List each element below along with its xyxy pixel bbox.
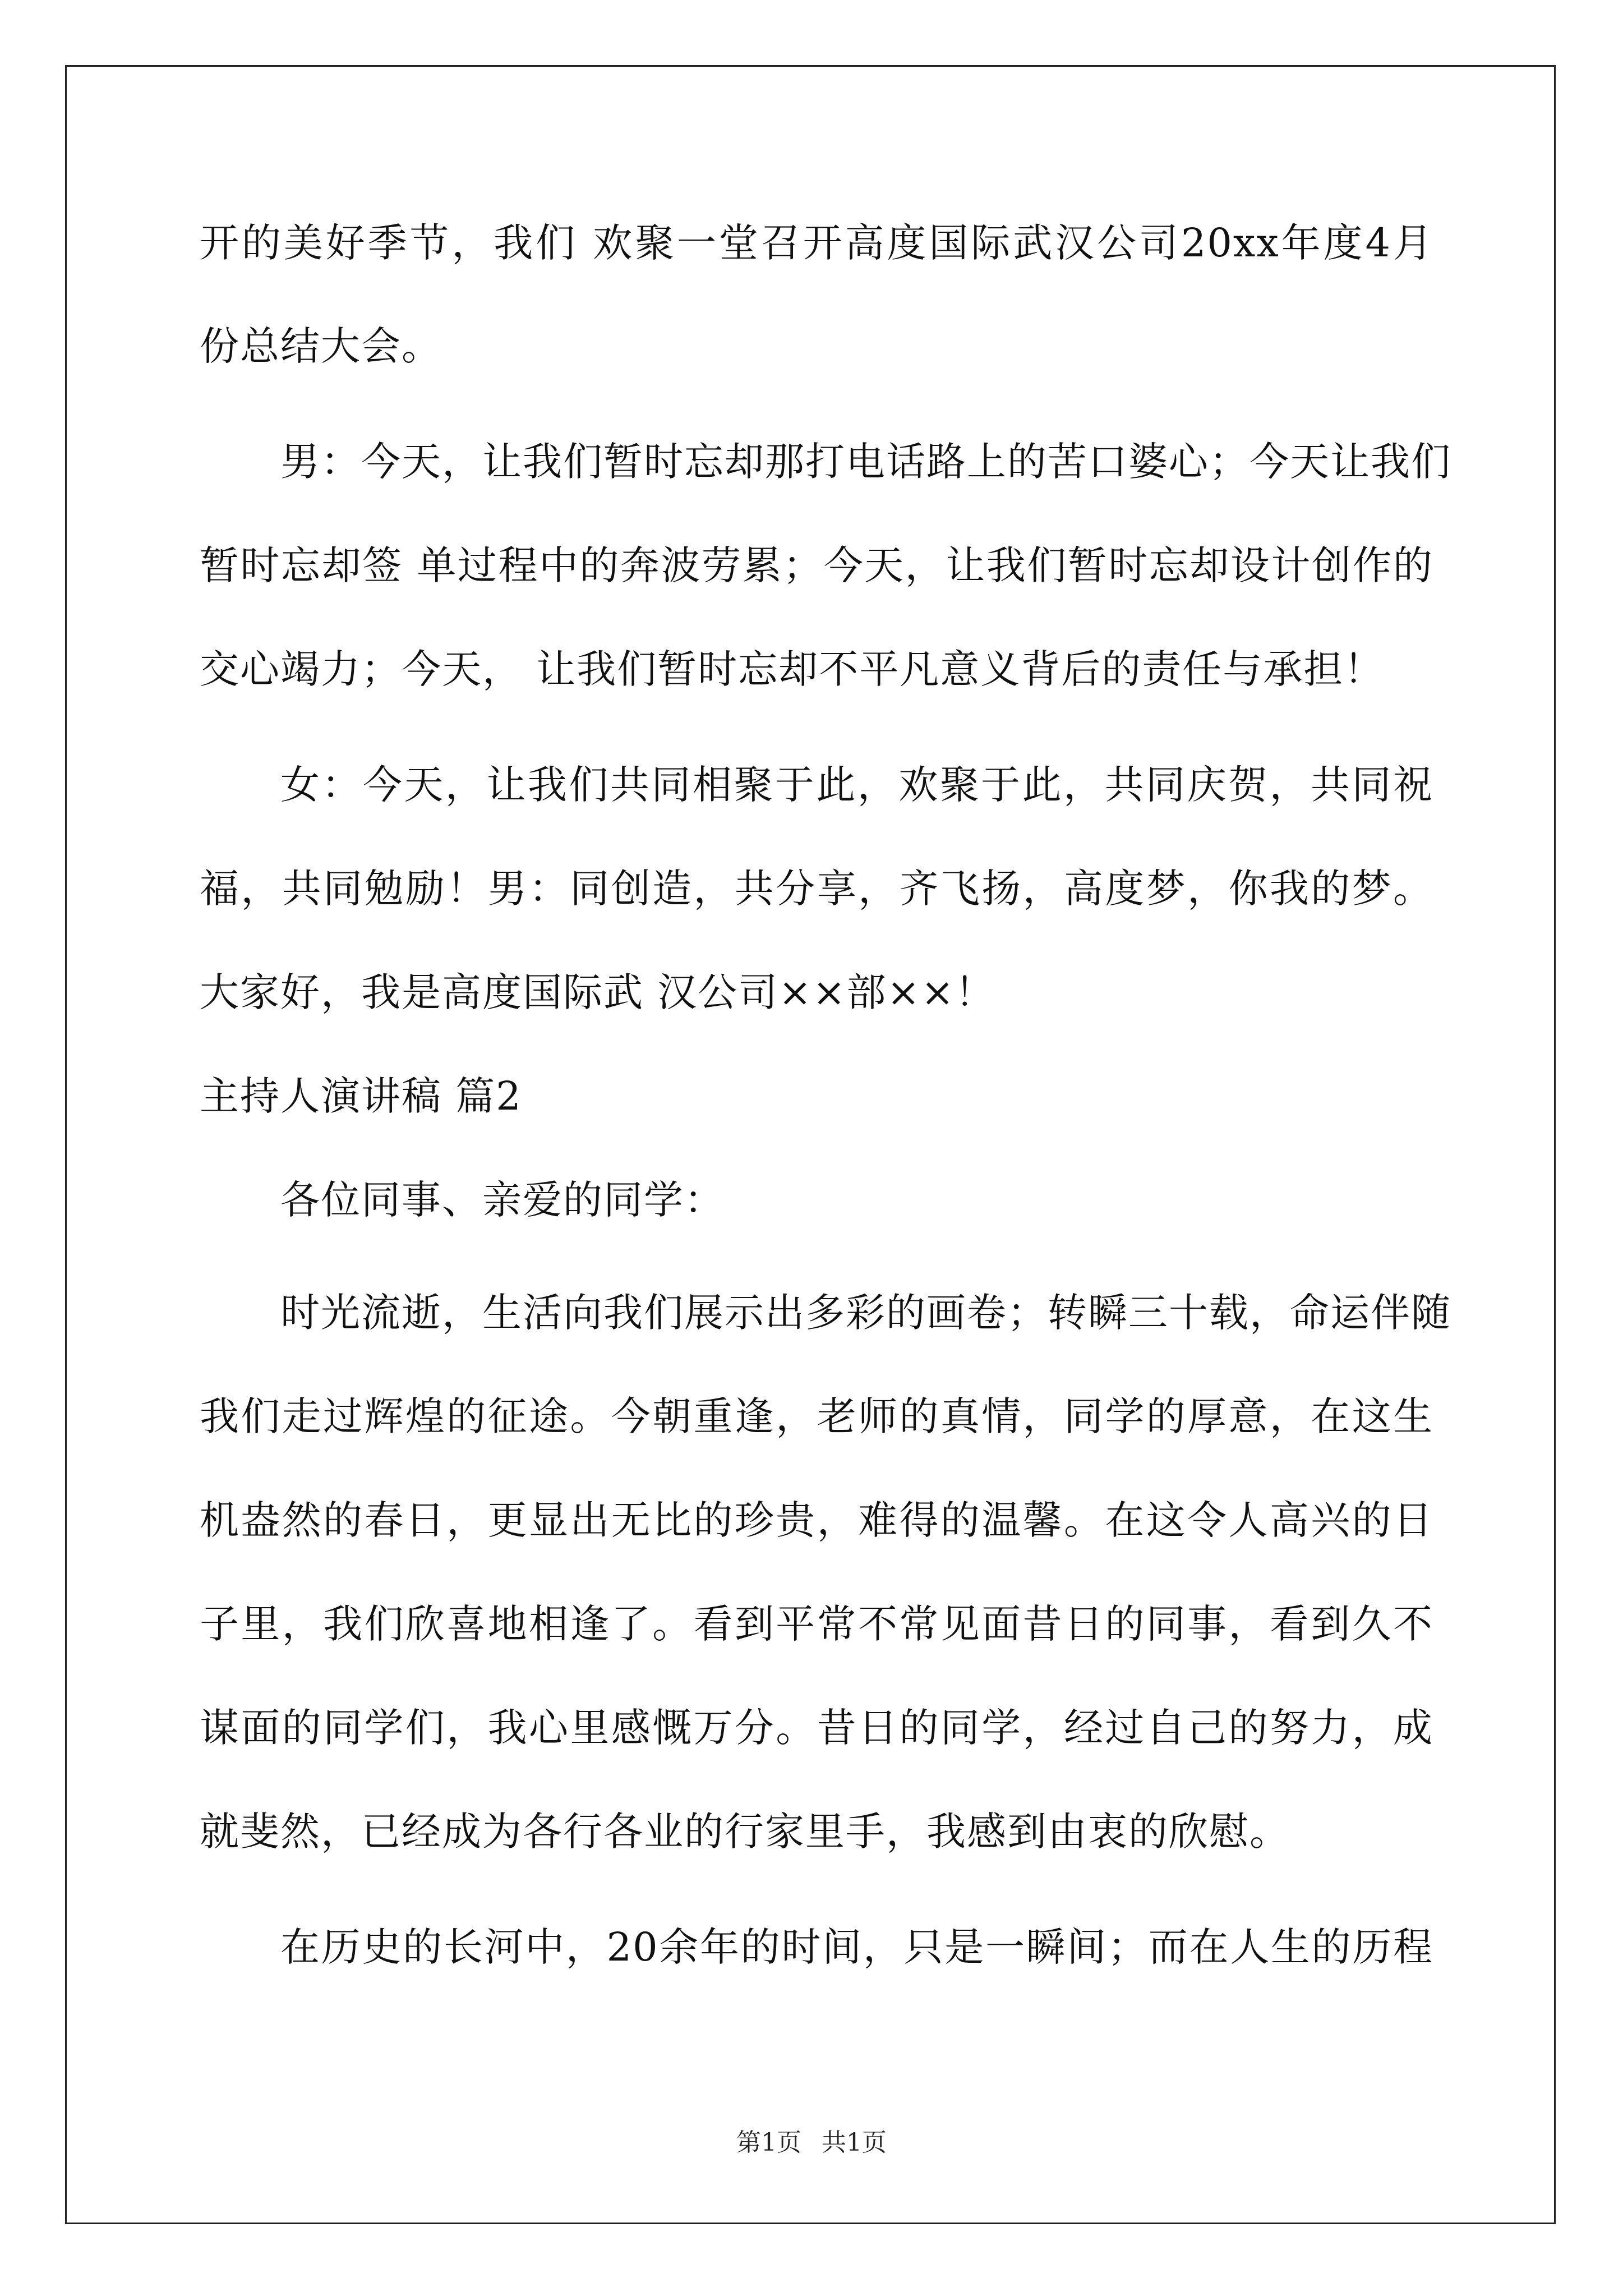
text-line: 谋面的同学们，我心里感慨万分。昔日的同学，经过自己的努力，成 (200, 1705, 1433, 1751)
text-line: 女：今天，让我们共同相聚于此，欢聚于此，共同庆贺，共同祝 (280, 762, 1433, 808)
page-total: 共1页 (822, 2128, 887, 2157)
text-line: 开的美好季节，我们 欢聚一堂召开高度国际武汉公司20xx年度4月 (200, 220, 1433, 266)
text-line: 暂时忘却签 单过程中的奔波劳累；今天，让我们暂时忘却设计创作的 (200, 542, 1433, 588)
text-line: 子里，我们欣喜地相逢了。看到平常不常见面昔日的同事，看到久不 (200, 1601, 1433, 1647)
text-line: 我们走过辉煌的征途。今朝重逢，老师的真情，同学的厚意，在这生 (200, 1393, 1433, 1439)
text-line: 机盎然的春日，更显出无比的珍贵，难得的温馨。在这令人高兴的日 (200, 1497, 1433, 1543)
text-line: 就斐然，已经成为各行各业的行家里手，我感到由衷的欣慰。 (200, 1809, 1290, 1855)
page-border (65, 65, 1556, 2224)
page-footer (0, 2126, 1623, 2160)
text-line: 在历史的长河中，20余年的时间，只是一瞬间；而在人生的历程 (280, 1924, 1433, 1970)
page-number: 第1页 (736, 2128, 801, 2157)
text-line: 交心竭力；今天， 让我们暂时忘却不平凡意义背后的责任与承担！ (200, 646, 1385, 692)
text-line: 份总结大会。 (200, 323, 442, 369)
text-line: 福，共同勉励！男：同创造，共分享，齐飞扬，高度梦，你我的梦。 (200, 866, 1433, 912)
section-heading: 主持人演讲稿 篇2 (200, 1073, 522, 1119)
text-line: 大家好，我是高度国际武 汉公司××部××！ (200, 969, 995, 1015)
text-line: 各位同事、亲爱的同学： (280, 1177, 725, 1223)
text-line: 男：今天，让我们暂时忘却那打电话路上的苦口婆心；今天让我们 (280, 439, 1451, 485)
text-line: 时光流逝，生活向我们展示出多彩的画卷；转瞬三十载，命运伴随 (280, 1290, 1451, 1336)
